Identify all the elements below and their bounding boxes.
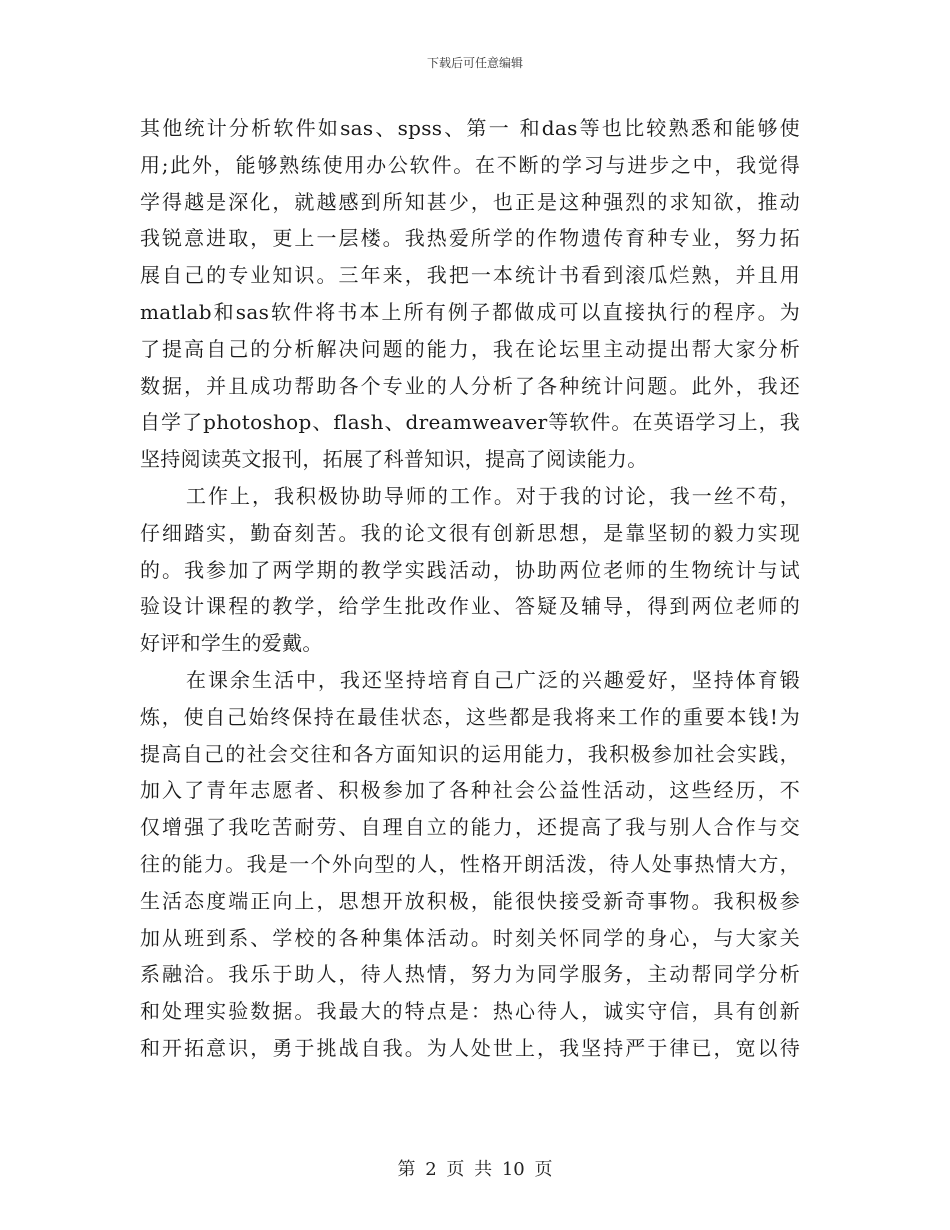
paragraph-first-line: 在课余生活中，我还坚持培育自己广泛的兴趣爱好，坚持体育锻: [186, 667, 800, 692]
text-line: 和处理实验数据。我最大的特点是：热心待人，诚实守信，具有创新: [140, 999, 800, 1024]
text-line: 和开拓意识，勇于挑战自我。为人处世上，我坚持严于律已，宽以待: [140, 1035, 800, 1060]
text-line: 用;此外，能够熟练使用办公软件。在不断的学习与进步之中，我觉得: [140, 152, 800, 177]
text-line: 验设计课程的教学，给学生批改作业、答疑及辅导，得到两位老师的: [140, 594, 800, 619]
text-line: 数据，并且成功帮助各个专业的人分析了各种统计问题。此外，我还: [140, 373, 800, 398]
text-line: 展自己的专业知识。三年来，我把一本统计书看到滚瓜烂熟，并且用: [140, 263, 800, 288]
text-line: 好评和学生的爱戴。: [140, 631, 323, 656]
text-line: 仔细踏实，勤奋刻苦。我的论文很有创新思想，是靠坚韧的毅力实现: [140, 520, 800, 545]
text-line: 了提高自己的分析解决问题的能力，我在论坛里主动提出帮大家分析: [140, 336, 800, 361]
text-line: 我锐意进取，更上一层楼。我热爱所学的作物遗传育种专业，努力拓: [140, 226, 800, 251]
text-line: 的。我参加了两学期的教学实践活动，协助两位老师的生物统计与试: [140, 557, 800, 582]
text-line: 坚持阅读英文报刊，拓展了科普知识，提高了阅读能力。: [140, 447, 648, 472]
text-line: 生活态度端正向上，思想开放积极，能很快接受新奇事物。我积极参: [140, 888, 800, 913]
text-line: 学得越是深化，就越感到所知甚少，也正是这种强烈的求知欲，推动: [140, 189, 800, 214]
text-line: 加入了青年志愿者、积极参加了各种社会公益性活动，这些经历，不: [140, 778, 800, 803]
text-line: 提高自己的社会交往和各方面知识的运用能力，我积极参加社会实践，: [140, 741, 800, 766]
text-line: 自学了photoshop、flash、dreamweaver等软件。在英语学习上，我: [140, 410, 800, 435]
text-line: 炼，使自己始终保持在最佳状态，这些都是我将来工作的重要本钱!为: [140, 704, 800, 729]
body-text: [140, 110, 800, 1067]
text-line: 其他统计分析软件如sas、spss、第一 和das等也比较熟悉和能够使: [140, 116, 800, 140]
paragraph-first-line: 工作上，我积极协助导师的工作。对于我的讨论，我一丝不苟，: [186, 483, 800, 508]
text-line: 仅增强了我吃苦耐劳、自理自立的能力，还提高了我与别人合作与交: [140, 815, 800, 840]
text-line: 系融洽。我乐于助人，待人热情，努力为同学服务，主动帮同学分析: [140, 962, 800, 987]
text-line: 加从班到系、学校的各种集体活动。时刻关怀同学的身心，与大家关: [140, 925, 800, 950]
page-header: 下载后可任意编辑: [426, 56, 523, 70]
text-line: 往的能力。我是一个外向型的人，性格开朗活泼，待人处事热情大方，: [140, 851, 800, 876]
text-line: matlab和sas软件将书本上所有例子都做成可以直接执行的程序。为: [140, 299, 800, 324]
page-footer: 第 2 页 共 10 页: [397, 1159, 553, 1180]
